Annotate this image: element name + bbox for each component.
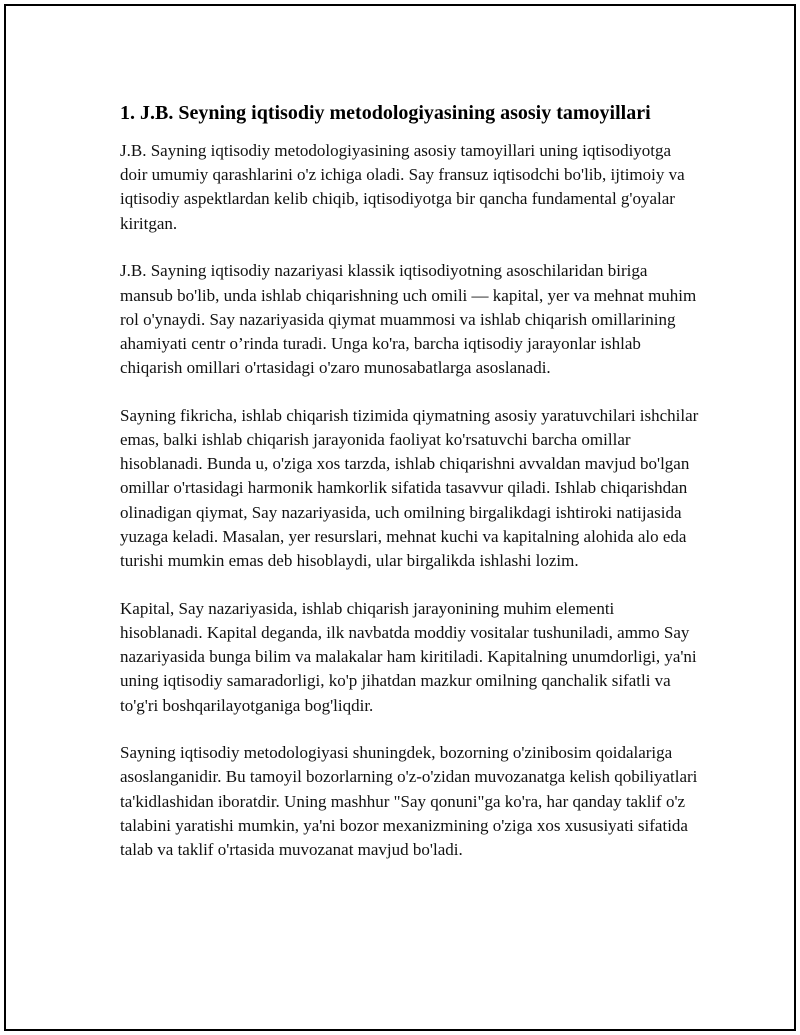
- paragraph: Sayning fikricha, ishlab chiqarish tizimida qiymatning asosiy yaratuvchilari ishchilar emas, balki ishlab chiqarish jarayonida faoliyat ko'rsatuvchi barcha omillar hisoblanadi. Bunda u, o'ziga xos tarzda, ishlab chiqarishni avvaldan mavjud bo'lgan omillar o'rtasidagi harmonik hamkorlik sifatida tasavvur qiladi. Ishlab chiqarishdan olinadigan qiymat, Say nazariyasida, uch omilning birgalikdagi ishtiroki natijasida yuzaga keladi. Masalan, yer resurslari, mehnat kuchi va kapitalning alohida alo eda turishi mumkin emas deb hisoblaydi, ular birgalikda ishlashi lozim.: [120, 405, 699, 571]
- paragraph: Kapital, Say nazariyasida, ishlab chiqarish jarayonining muhim elementi hisoblanadi. Kapital deganda, ilk navbatda moddiy vositalar tushuniladi, ammo Say nazariyasida bunga bilim va malakalar ham kiritiladi. Kapitalning unumdorligi, ya'ni uning iqtisodiy samaradorligi, ko'p jihatdan mazkur omilning qanchalik sifatli va to'g'ri boshqarilayotganiga bog'liqdir.: [120, 598, 697, 715]
- section-heading: 1. J.B. Seyning iqtisodiy metodologiyasining asosiy tamoyillari: [120, 102, 651, 124]
- page-frame: [4, 4, 796, 1031]
- paragraph: J.B. Sayning iqtisodiy nazariyasi klassik iqtisodiyotning asoschilaridan biriga mansub bo'lib, unda ishlab chiqarishning uch omili — kapital, yer va mehnat muhim rol o'ynaydi. Say nazariyasida qiymat muammosi va ishlab chiqarish omillarining ahamiyati centr o’rinda turadi. Unga ko'ra, barcha iqtisodiy jarayonlar ishlab chiqarish omillari o'rtasidagi o'zaro munosabatlarga asoslanadi.: [120, 261, 697, 378]
- document-body: [120, 100, 700, 886]
- paragraph: J.B. Sayning iqtisodiy metodologiyasining asosiy tamoyillari uning iqtisodiyotga doir umumiy qarashlarini o'z ichiga oladi. Say fransuz iqtisodchi bo'lib, ijtimoiy va iqtisodiy aspektlardan kelib chiqib, iqtisodiyotga bir qancha fundamental g'oyalar kiritgan.: [120, 141, 685, 233]
- paragraph: Sayning iqtisodiy metodologiyasi shuningdek, bozorning o'zinibosim qoidalariga asoslanganidir. Bu tamoyil bozorlarning o'z-o'zidan muvozanatga kelish qobiliyatlari ta'kidlashidan iboratdir. Uning mashhur "Say qonuni"ga ko'ra, har qanday taklif o'z talabini yaratishi mumkin, ya'ni bozor mexanizmining o'ziga xos xususiyati sifatida talab va taklif o'rtasida muvozanat mavjud bo'ladi.: [120, 743, 698, 860]
